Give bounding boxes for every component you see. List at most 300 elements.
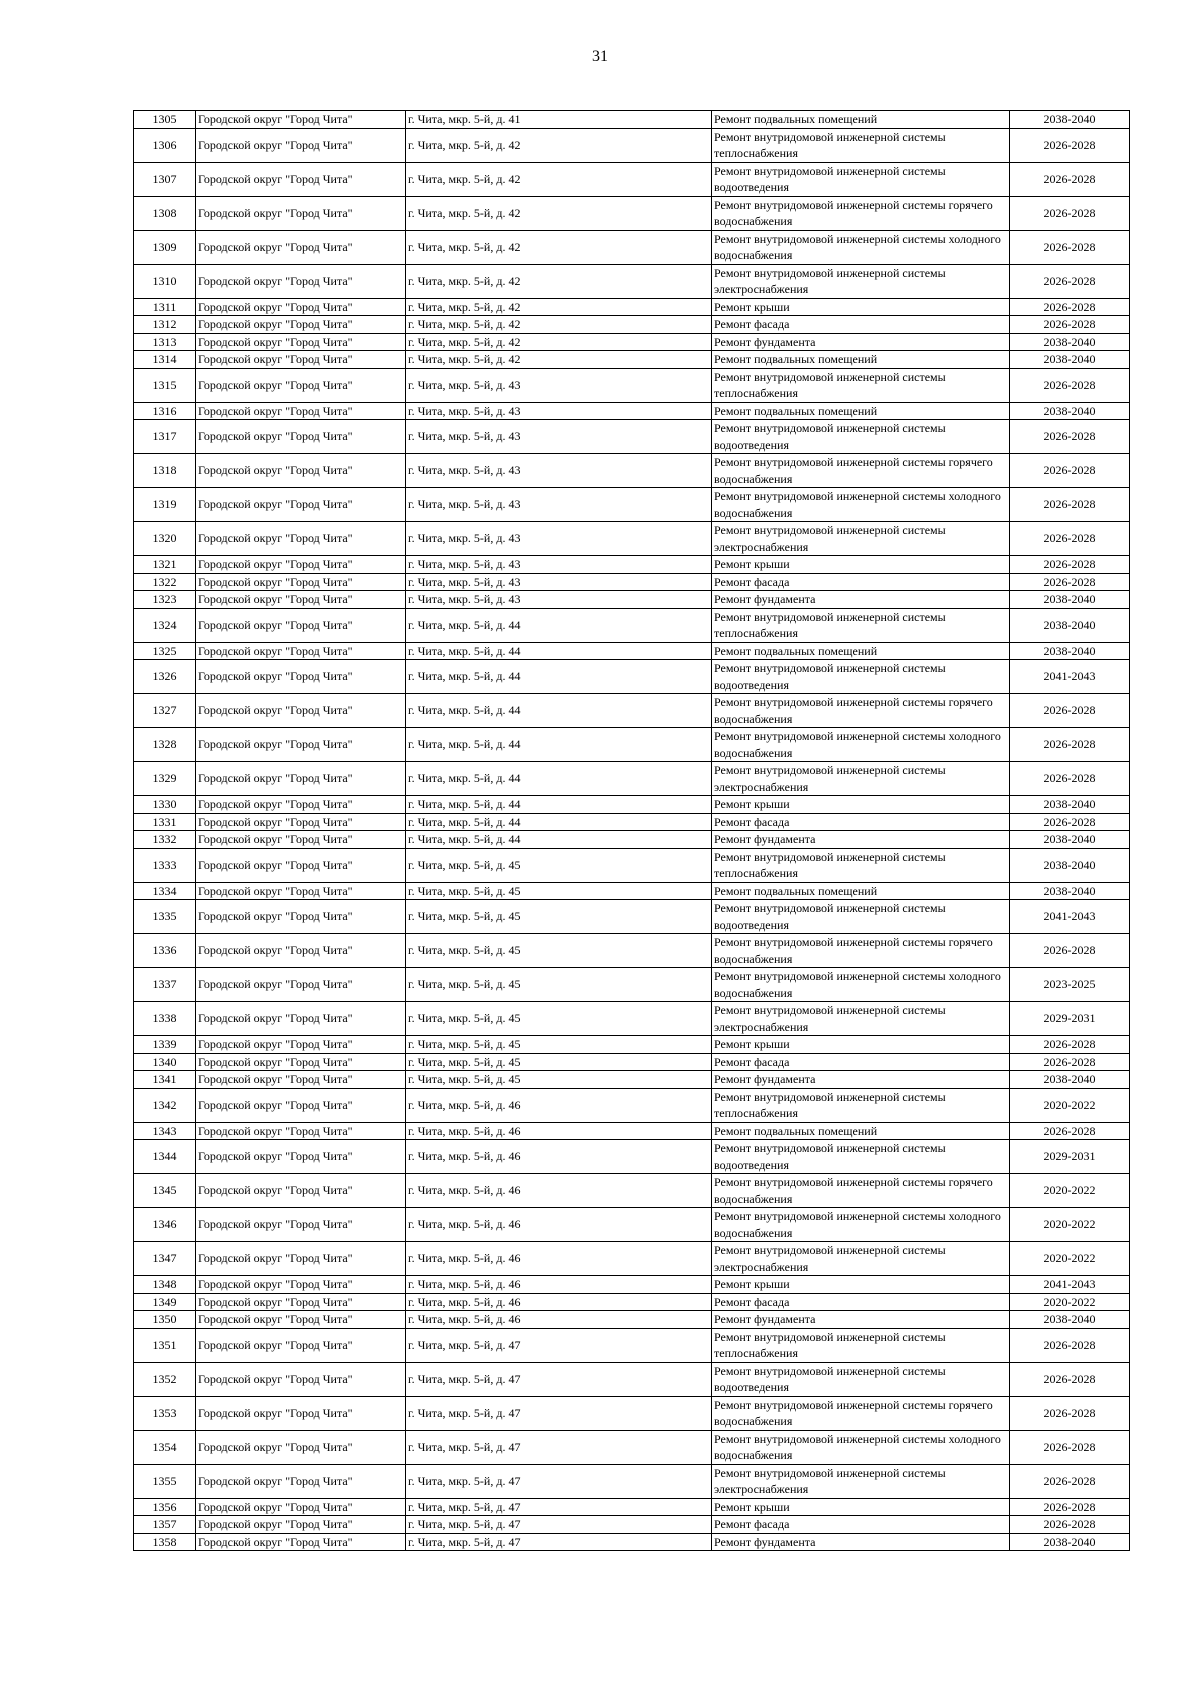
table-row [134, 1396, 1130, 1430]
row-number-cell: 1345 [134, 1174, 196, 1208]
row-number-cell: 1317 [134, 420, 196, 454]
period-cell: 2038-2040 [1010, 591, 1130, 609]
table-row [134, 111, 1130, 129]
address-cell: г. Чита, мкр. 5-й, д. 42 [406, 196, 712, 230]
row-number-cell: 1349 [134, 1293, 196, 1311]
municipality-cell: Городской округ "Город Чита" [196, 813, 406, 831]
period-cell: 2026-2028 [1010, 1328, 1130, 1362]
municipality-cell: Городской округ "Город Чита" [196, 1516, 406, 1534]
municipality-cell: Городской округ "Город Чита" [196, 1053, 406, 1071]
table-row [134, 573, 1130, 591]
municipality-cell: Городской округ "Город Чита" [196, 1122, 406, 1140]
municipality-cell: Городской округ "Город Чита" [196, 1002, 406, 1036]
work-type-cell: Ремонт крыши [712, 298, 1010, 316]
period-cell: 2026-2028 [1010, 1498, 1130, 1516]
municipality-cell: Городской округ "Город Чита" [196, 1071, 406, 1089]
municipality-cell: Городской округ "Город Чита" [196, 298, 406, 316]
address-cell: г. Чита, мкр. 5-й, д. 45 [406, 1053, 712, 1071]
address-cell: г. Чита, мкр. 5-й, д. 45 [406, 1071, 712, 1089]
address-cell: г. Чита, мкр. 5-й, д. 45 [406, 848, 712, 882]
period-cell: 2038-2040 [1010, 1311, 1130, 1329]
table-row [134, 608, 1130, 642]
municipality-cell: Городской округ "Город Чита" [196, 1208, 406, 1242]
work-type-cell: Ремонт подвальных помещений [712, 882, 1010, 900]
work-type-cell: Ремонт внутридомовой инженерной системы водоотведения [712, 162, 1010, 196]
address-cell: г. Чита, мкр. 5-й, д. 47 [406, 1533, 712, 1551]
work-type-cell: Ремонт внутридомовой инженерной системы горячего водоснабжения [712, 196, 1010, 230]
work-type-cell: Ремонт внутридомовой инженерной системы горячего водоснабжения [712, 1396, 1010, 1430]
work-type-cell: Ремонт фасада [712, 1516, 1010, 1534]
work-type-cell: Ремонт внутридомовой инженерной системы водоотведения [712, 1362, 1010, 1396]
row-number-cell: 1326 [134, 660, 196, 694]
work-type-cell: Ремонт внутридомовой инженерной системы водоотведения [712, 660, 1010, 694]
municipality-cell: Городской округ "Город Чита" [196, 968, 406, 1002]
period-cell: 2026-2028 [1010, 522, 1130, 556]
table-row [134, 298, 1130, 316]
address-cell: г. Чита, мкр. 5-й, д. 42 [406, 333, 712, 351]
address-cell: г. Чита, мкр. 5-й, д. 45 [406, 934, 712, 968]
period-cell: 2020-2022 [1010, 1208, 1130, 1242]
period-cell: 2038-2040 [1010, 351, 1130, 369]
municipality-cell: Городской округ "Город Чита" [196, 762, 406, 796]
table-row [134, 1071, 1130, 1089]
work-type-cell: Ремонт внутридомовой инженерной системы теплоснабжения [712, 1328, 1010, 1362]
row-number-cell: 1329 [134, 762, 196, 796]
row-number-cell: 1355 [134, 1464, 196, 1498]
row-number-cell: 1321 [134, 556, 196, 574]
municipality-cell: Городской округ "Город Чита" [196, 368, 406, 402]
period-cell: 2026-2028 [1010, 230, 1130, 264]
address-cell: г. Чита, мкр. 5-й, д. 47 [406, 1430, 712, 1464]
row-number-cell: 1352 [134, 1362, 196, 1396]
period-cell: 2020-2022 [1010, 1174, 1130, 1208]
row-number-cell: 1327 [134, 694, 196, 728]
address-cell: г. Чита, мкр. 5-й, д. 43 [406, 488, 712, 522]
row-number-cell: 1338 [134, 1002, 196, 1036]
period-cell: 2026-2028 [1010, 1396, 1130, 1430]
table-row [134, 522, 1130, 556]
address-cell: г. Чита, мкр. 5-й, д. 45 [406, 1002, 712, 1036]
page-number: 31 [592, 48, 608, 65]
period-cell: 2026-2028 [1010, 1036, 1130, 1054]
table-row [134, 660, 1130, 694]
address-cell: г. Чита, мкр. 5-й, д. 43 [406, 402, 712, 420]
work-type-cell: Ремонт фасада [712, 316, 1010, 334]
municipality-cell: Городской округ "Город Чита" [196, 1311, 406, 1329]
work-type-cell: Ремонт фасада [712, 1293, 1010, 1311]
table-row [134, 1311, 1130, 1329]
work-type-cell: Ремонт крыши [712, 1276, 1010, 1294]
address-cell: г. Чита, мкр. 5-й, д. 44 [406, 608, 712, 642]
row-number-cell: 1340 [134, 1053, 196, 1071]
table-row [134, 1328, 1130, 1362]
municipality-cell: Городской округ "Город Чита" [196, 1328, 406, 1362]
address-cell: г. Чита, мкр. 5-й, д. 47 [406, 1396, 712, 1430]
period-cell: 2026-2028 [1010, 368, 1130, 402]
row-number-cell: 1324 [134, 608, 196, 642]
municipality-cell: Городской округ "Город Чита" [196, 1430, 406, 1464]
period-cell: 2038-2040 [1010, 831, 1130, 849]
table-row [134, 1533, 1130, 1551]
municipality-cell: Городской округ "Город Чита" [196, 608, 406, 642]
municipality-cell: Городской округ "Город Чита" [196, 454, 406, 488]
address-cell: г. Чита, мкр. 5-й, д. 44 [406, 762, 712, 796]
address-cell: г. Чита, мкр. 5-й, д. 46 [406, 1174, 712, 1208]
table-row [134, 1293, 1130, 1311]
period-cell: 2026-2028 [1010, 162, 1130, 196]
work-type-cell: Ремонт внутридомовой инженерной системы теплоснабжения [712, 368, 1010, 402]
table-row [134, 1464, 1130, 1498]
table-row [134, 813, 1130, 831]
period-cell: 2038-2040 [1010, 1071, 1130, 1089]
municipality-cell: Городской округ "Город Чита" [196, 316, 406, 334]
work-type-cell: Ремонт внутридомовой инженерной системы холодного водоснабжения [712, 1208, 1010, 1242]
table-body [134, 111, 1130, 1551]
address-cell: г. Чита, мкр. 5-й, д. 44 [406, 694, 712, 728]
work-type-cell: Ремонт внутридомовой инженерной системы электроснабжения [712, 522, 1010, 556]
work-type-cell: Ремонт внутридомовой инженерной системы холодного водоснабжения [712, 230, 1010, 264]
work-type-cell: Ремонт внутридомовой инженерной системы теплоснабжения [712, 848, 1010, 882]
work-type-cell: Ремонт внутридомовой инженерной системы теплоснабжения [712, 608, 1010, 642]
period-cell: 2041-2043 [1010, 1276, 1130, 1294]
table-row [134, 1516, 1130, 1534]
municipality-cell: Городской округ "Город Чита" [196, 1498, 406, 1516]
address-cell: г. Чита, мкр. 5-й, д. 41 [406, 111, 712, 129]
period-cell: 2038-2040 [1010, 333, 1130, 351]
table-row [134, 796, 1130, 814]
row-number-cell: 1311 [134, 298, 196, 316]
table-row [134, 420, 1130, 454]
work-type-cell: Ремонт крыши [712, 556, 1010, 574]
row-number-cell: 1328 [134, 728, 196, 762]
period-cell: 2026-2028 [1010, 1464, 1130, 1498]
period-cell: 2026-2028 [1010, 762, 1130, 796]
period-cell: 2020-2022 [1010, 1242, 1130, 1276]
municipality-cell: Городской округ "Город Чита" [196, 900, 406, 934]
municipality-cell: Городской округ "Город Чита" [196, 1242, 406, 1276]
address-cell: г. Чита, мкр. 5-й, д. 43 [406, 556, 712, 574]
row-number-cell: 1322 [134, 573, 196, 591]
address-cell: г. Чита, мкр. 5-й, д. 47 [406, 1328, 712, 1362]
work-type-cell: Ремонт внутридомовой инженерной системы электроснабжения [712, 264, 1010, 298]
row-number-cell: 1330 [134, 796, 196, 814]
municipality-cell: Городской округ "Город Чита" [196, 556, 406, 574]
table-row [134, 1036, 1130, 1054]
municipality-cell: Городской округ "Город Чита" [196, 196, 406, 230]
row-number-cell: 1341 [134, 1071, 196, 1089]
work-type-cell: Ремонт внутридомовой инженерной системы горячего водоснабжения [712, 454, 1010, 488]
municipality-cell: Городской округ "Город Чита" [196, 934, 406, 968]
row-number-cell: 1351 [134, 1328, 196, 1362]
row-number-cell: 1346 [134, 1208, 196, 1242]
period-cell: 2026-2028 [1010, 1122, 1130, 1140]
period-cell: 2026-2028 [1010, 934, 1130, 968]
row-number-cell: 1343 [134, 1122, 196, 1140]
table-row [134, 762, 1130, 796]
address-cell: г. Чита, мкр. 5-й, д. 43 [406, 591, 712, 609]
address-cell: г. Чита, мкр. 5-й, д. 43 [406, 368, 712, 402]
table-row [134, 162, 1130, 196]
table-row [134, 694, 1130, 728]
municipality-cell: Городской округ "Город Чита" [196, 796, 406, 814]
period-cell: 2038-2040 [1010, 848, 1130, 882]
table-row [134, 1053, 1130, 1071]
table-row [134, 333, 1130, 351]
work-type-cell: Ремонт фасада [712, 573, 1010, 591]
table-row [134, 1088, 1130, 1122]
period-cell: 2038-2040 [1010, 642, 1130, 660]
work-type-cell: Ремонт фасада [712, 1053, 1010, 1071]
municipality-cell: Городской округ "Город Чита" [196, 882, 406, 900]
period-cell: 2026-2028 [1010, 316, 1130, 334]
row-number-cell: 1348 [134, 1276, 196, 1294]
period-cell: 2026-2028 [1010, 196, 1130, 230]
row-number-cell: 1307 [134, 162, 196, 196]
municipality-cell: Городской округ "Город Чита" [196, 728, 406, 762]
municipality-cell: Городской округ "Город Чита" [196, 264, 406, 298]
work-type-cell: Ремонт внутридомовой инженерной системы холодного водоснабжения [712, 968, 1010, 1002]
municipality-cell: Городской округ "Город Чита" [196, 573, 406, 591]
row-number-cell: 1339 [134, 1036, 196, 1054]
municipality-cell: Городской округ "Город Чита" [196, 831, 406, 849]
municipality-cell: Городской округ "Город Чита" [196, 591, 406, 609]
address-cell: г. Чита, мкр. 5-й, д. 44 [406, 796, 712, 814]
row-number-cell: 1325 [134, 642, 196, 660]
municipality-cell: Городской округ "Город Чита" [196, 333, 406, 351]
row-number-cell: 1309 [134, 230, 196, 264]
address-cell: г. Чита, мкр. 5-й, д. 46 [406, 1140, 712, 1174]
work-type-cell: Ремонт фундамента [712, 1071, 1010, 1089]
work-type-cell: Ремонт фундамента [712, 333, 1010, 351]
municipality-cell: Городской округ "Город Чита" [196, 1088, 406, 1122]
table-row [134, 454, 1130, 488]
work-type-cell: Ремонт внутридомовой инженерной системы теплоснабжения [712, 1088, 1010, 1122]
work-type-cell: Ремонт внутридомовой инженерной системы теплоснабжения [712, 128, 1010, 162]
row-number-cell: 1312 [134, 316, 196, 334]
address-cell: г. Чита, мкр. 5-й, д. 46 [406, 1088, 712, 1122]
address-cell: г. Чита, мкр. 5-й, д. 42 [406, 351, 712, 369]
municipality-cell: Городской округ "Город Чита" [196, 402, 406, 420]
period-cell: 2041-2043 [1010, 900, 1130, 934]
row-number-cell: 1337 [134, 968, 196, 1002]
work-type-cell: Ремонт фундамента [712, 1533, 1010, 1551]
work-type-cell: Ремонт внутридомовой инженерной системы горячего водоснабжения [712, 934, 1010, 968]
work-type-cell: Ремонт внутридомовой инженерной системы электроснабжения [712, 1464, 1010, 1498]
municipality-cell: Городской округ "Город Чита" [196, 128, 406, 162]
work-type-cell: Ремонт крыши [712, 796, 1010, 814]
municipality-cell: Городской округ "Город Чита" [196, 694, 406, 728]
table-row [134, 848, 1130, 882]
address-cell: г. Чита, мкр. 5-й, д. 43 [406, 573, 712, 591]
work-type-cell: Ремонт фундамента [712, 1311, 1010, 1329]
address-cell: г. Чита, мкр. 5-й, д. 44 [406, 642, 712, 660]
table-row [134, 1276, 1130, 1294]
work-type-cell: Ремонт внутридомовой инженерной системы водоотведения [712, 420, 1010, 454]
work-type-cell: Ремонт крыши [712, 1498, 1010, 1516]
municipality-cell: Городской округ "Город Чита" [196, 351, 406, 369]
table-row [134, 968, 1130, 1002]
period-cell: 2038-2040 [1010, 1533, 1130, 1551]
table-row [134, 1430, 1130, 1464]
period-cell: 2026-2028 [1010, 1362, 1130, 1396]
period-cell: 2026-2028 [1010, 556, 1130, 574]
municipality-cell: Городской округ "Город Чита" [196, 1533, 406, 1551]
work-type-cell: Ремонт внутридомовой инженерной системы электроснабжения [712, 762, 1010, 796]
row-number-cell: 1332 [134, 831, 196, 849]
table-row [134, 264, 1130, 298]
row-number-cell: 1342 [134, 1088, 196, 1122]
row-number-cell: 1344 [134, 1140, 196, 1174]
table-row [134, 1002, 1130, 1036]
period-cell: 2026-2028 [1010, 1516, 1130, 1534]
row-number-cell: 1358 [134, 1533, 196, 1551]
row-number-cell: 1333 [134, 848, 196, 882]
table-row [134, 128, 1130, 162]
table-row [134, 1362, 1130, 1396]
address-cell: г. Чита, мкр. 5-й, д. 44 [406, 813, 712, 831]
table-row [134, 230, 1130, 264]
municipality-cell: Городской округ "Город Чита" [196, 420, 406, 454]
row-number-cell: 1323 [134, 591, 196, 609]
address-cell: г. Чита, мкр. 5-й, д. 46 [406, 1122, 712, 1140]
work-type-cell: Ремонт внутридомовой инженерной системы горячего водоснабжения [712, 694, 1010, 728]
address-cell: г. Чита, мкр. 5-й, д. 46 [406, 1311, 712, 1329]
period-cell: 2029-2031 [1010, 1002, 1130, 1036]
row-number-cell: 1335 [134, 900, 196, 934]
municipality-cell: Городской округ "Город Чита" [196, 111, 406, 129]
period-cell: 2020-2022 [1010, 1293, 1130, 1311]
table-row [134, 1242, 1130, 1276]
address-cell: г. Чита, мкр. 5-й, д. 42 [406, 128, 712, 162]
work-type-cell: Ремонт подвальных помещений [712, 642, 1010, 660]
table-row [134, 1140, 1130, 1174]
work-type-cell: Ремонт подвальных помещений [712, 1122, 1010, 1140]
address-cell: г. Чита, мкр. 5-й, д. 46 [406, 1242, 712, 1276]
work-type-cell: Ремонт крыши [712, 1036, 1010, 1054]
address-cell: г. Чита, мкр. 5-й, д. 42 [406, 230, 712, 264]
table-row [134, 642, 1130, 660]
row-number-cell: 1350 [134, 1311, 196, 1329]
table-row [134, 831, 1130, 849]
address-cell: г. Чита, мкр. 5-й, д. 46 [406, 1276, 712, 1294]
work-type-cell: Ремонт внутридомовой инженерной системы водоотведения [712, 900, 1010, 934]
address-cell: г. Чита, мкр. 5-й, д. 42 [406, 316, 712, 334]
row-number-cell: 1354 [134, 1430, 196, 1464]
period-cell: 2029-2031 [1010, 1140, 1130, 1174]
address-cell: г. Чита, мкр. 5-й, д. 47 [406, 1498, 712, 1516]
table-row [134, 591, 1130, 609]
table-row [134, 196, 1130, 230]
period-cell: 2026-2028 [1010, 1053, 1130, 1071]
work-type-cell: Ремонт внутридомовой инженерной системы электроснабжения [712, 1242, 1010, 1276]
table-row [134, 1122, 1130, 1140]
work-type-cell: Ремонт фундамента [712, 591, 1010, 609]
address-cell: г. Чита, мкр. 5-й, д. 46 [406, 1208, 712, 1242]
address-cell: г. Чита, мкр. 5-й, д. 43 [406, 522, 712, 556]
address-cell: г. Чита, мкр. 5-й, д. 45 [406, 882, 712, 900]
row-number-cell: 1347 [134, 1242, 196, 1276]
work-type-cell: Ремонт внутридомовой инженерной системы водоотведения [712, 1140, 1010, 1174]
row-number-cell: 1305 [134, 111, 196, 129]
period-cell: 2026-2028 [1010, 694, 1130, 728]
address-cell: г. Чита, мкр. 5-й, д. 43 [406, 420, 712, 454]
row-number-cell: 1306 [134, 128, 196, 162]
row-number-cell: 1316 [134, 402, 196, 420]
period-cell: 2026-2028 [1010, 488, 1130, 522]
table-row [134, 368, 1130, 402]
work-type-cell: Ремонт фундамента [712, 831, 1010, 849]
address-cell: г. Чита, мкр. 5-й, д. 45 [406, 1036, 712, 1054]
address-cell: г. Чита, мкр. 5-й, д. 44 [406, 728, 712, 762]
work-type-cell: Ремонт фасада [712, 813, 1010, 831]
table-row [134, 1208, 1130, 1242]
row-number-cell: 1353 [134, 1396, 196, 1430]
municipality-cell: Городской округ "Город Чита" [196, 1362, 406, 1396]
row-number-cell: 1319 [134, 488, 196, 522]
row-number-cell: 1357 [134, 1516, 196, 1534]
work-type-cell: Ремонт внутридомовой инженерной системы холодного водоснабжения [712, 488, 1010, 522]
municipality-cell: Городской округ "Город Чита" [196, 1036, 406, 1054]
capital-repair-table [133, 110, 1130, 1551]
municipality-cell: Городской округ "Город Чита" [196, 1464, 406, 1498]
period-cell: 2026-2028 [1010, 454, 1130, 488]
row-number-cell: 1314 [134, 351, 196, 369]
address-cell: г. Чита, мкр. 5-й, д. 47 [406, 1464, 712, 1498]
table-row [134, 1174, 1130, 1208]
row-number-cell: 1331 [134, 813, 196, 831]
address-cell: г. Чита, мкр. 5-й, д. 44 [406, 660, 712, 694]
row-number-cell: 1334 [134, 882, 196, 900]
period-cell: 2026-2028 [1010, 420, 1130, 454]
row-number-cell: 1315 [134, 368, 196, 402]
work-type-cell: Ремонт подвальных помещений [712, 402, 1010, 420]
table-row [134, 316, 1130, 334]
address-cell: г. Чита, мкр. 5-й, д. 44 [406, 831, 712, 849]
table-row [134, 882, 1130, 900]
address-cell: г. Чита, мкр. 5-й, д. 47 [406, 1516, 712, 1534]
work-type-cell: Ремонт внутридомовой инженерной системы электроснабжения [712, 1002, 1010, 1036]
work-type-cell: Ремонт внутридомовой инженерной системы холодного водоснабжения [712, 1430, 1010, 1464]
municipality-cell: Городской округ "Город Чита" [196, 1174, 406, 1208]
address-cell: г. Чита, мкр. 5-й, д. 42 [406, 298, 712, 316]
period-cell: 2038-2040 [1010, 608, 1130, 642]
period-cell: 2038-2040 [1010, 796, 1130, 814]
table-row [134, 488, 1130, 522]
municipality-cell: Городской округ "Город Чита" [196, 1276, 406, 1294]
period-cell: 2041-2043 [1010, 660, 1130, 694]
address-cell: г. Чита, мкр. 5-й, д. 45 [406, 900, 712, 934]
address-cell: г. Чита, мкр. 5-й, д. 47 [406, 1362, 712, 1396]
work-type-cell: Ремонт внутридомовой инженерной системы холодного водоснабжения [712, 728, 1010, 762]
municipality-cell: Городской округ "Город Чита" [196, 522, 406, 556]
municipality-cell: Городской округ "Город Чита" [196, 488, 406, 522]
period-cell: 2038-2040 [1010, 402, 1130, 420]
period-cell: 2023-2025 [1010, 968, 1130, 1002]
row-number-cell: 1336 [134, 934, 196, 968]
period-cell: 2026-2028 [1010, 573, 1130, 591]
period-cell: 2026-2028 [1010, 1430, 1130, 1464]
address-cell: г. Чита, мкр. 5-й, д. 45 [406, 968, 712, 1002]
row-number-cell: 1356 [134, 1498, 196, 1516]
municipality-cell: Городской округ "Город Чита" [196, 848, 406, 882]
work-type-cell: Ремонт внутридомовой инженерной системы горячего водоснабжения [712, 1174, 1010, 1208]
row-number-cell: 1318 [134, 454, 196, 488]
address-cell: г. Чита, мкр. 5-й, д. 42 [406, 264, 712, 298]
municipality-cell: Городской округ "Город Чита" [196, 660, 406, 694]
municipality-cell: Городской округ "Город Чита" [196, 162, 406, 196]
address-cell: г. Чита, мкр. 5-й, д. 42 [406, 162, 712, 196]
period-cell: 2026-2028 [1010, 728, 1130, 762]
